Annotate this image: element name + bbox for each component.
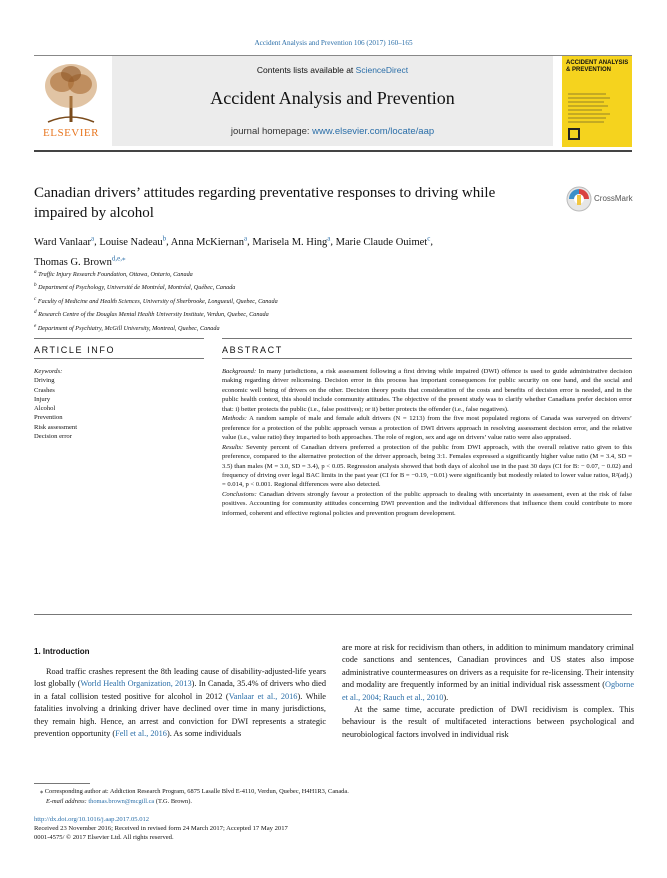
keywords-block — [34, 367, 204, 441]
crossmark-icon — [566, 186, 592, 212]
elsevier-logo — [34, 56, 108, 134]
citation-link[interactable]: Vanlaar et al., 2016 — [228, 691, 298, 701]
keyword: Decision error — [34, 433, 72, 441]
abstract-background: Background: In many jurisdictions, a risk assessment following a first driving while impaired (DWI) offence is used to guide administrative decision making regarding driver relicensing. Decision error in this process has important consequences for public security on one hand, and the social and economic well being of drivers on the other. Decision theory posits that consideration of the costs and benefits of decision error is needed, and in the public health context, this should include community attitudes. The objective of the present study was to clarify whether Canadians prefer decision error that: i) better protects the public (i.e., false positives); or ii) better protects the offender (i.e., false negatives). — [222, 368, 632, 413]
header-bottom-rule — [34, 150, 632, 152]
intro-heading: 1. Introduction — [34, 647, 90, 656]
article-info-heading: ARTICLE INFO — [34, 345, 116, 355]
contents-prefix: Contents lists available at — [256, 65, 356, 75]
keyword: Alcohol — [34, 405, 56, 413]
keyword: Injury — [34, 395, 51, 403]
citation-link[interactable]: Ogborne et al., 2004; Rauch et al., 2010 — [342, 680, 634, 702]
journal-homepage — [112, 126, 553, 137]
author[interactable]: Thomas G. Brown$^{d,e,⁎}$ — [34, 254, 126, 268]
journal-reference[interactable]: Accident Analysis and Prevention 106 (2017) 160–165 — [254, 39, 413, 47]
right-column — [342, 642, 634, 741]
abstract-bottom-rule — [34, 614, 632, 615]
author-list: Ward Vanlaar$^a$, Louise Nadeau$^b$, Anna McKiernan$^a$, Marisela M. Hing$^a$, Marie Claude Ouimet$^c$, Thomas G. Brown$^{d,e,⁎}$ — [34, 234, 433, 268]
author[interactable]: Anna McKiernan$^a$ — [170, 234, 248, 248]
affiliation: $^b$ Department of Psychology, Université de Montréal, Montréal, Québec, Canada — [34, 282, 236, 292]
left-column — [34, 666, 326, 740]
homepage-prefix: journal homepage: — [230, 126, 313, 137]
copyright-line: 0001-4575/ © 2017 Elsevier Ltd. All rights reserved. — [34, 834, 174, 842]
contents-line — [112, 65, 553, 75]
abstract-methods: Methods: A random sample of male and female adult drivers (N = 1213) from the five most populated regions of Canada was surveyed on drivers’ preference for a protection of the public approach versus a protection of DWI drivers approach in resolving assessment decision error, and the relative value (i.e., value ratio) they imparted to both approaches. The role of region, sex and age on drivers’ value ratio were also appraised. — [222, 415, 632, 442]
received-dates: Received 23 November 2016; Received in revised form 24 March 2017; Accepted 17 May 2017 — [34, 825, 288, 833]
author[interactable]: Louise Nadeau$^b$ — [99, 234, 167, 248]
journal-title: Accident Analysis and Prevention — [210, 88, 455, 108]
citation-link[interactable]: Fell et al., 2016 — [115, 729, 167, 739]
homepage-link[interactable]: www.elsevier.com/locate/aap — [312, 126, 435, 137]
journal-cover-title: ACCIDENT ANALYSIS & PREVENTION — [566, 60, 629, 73]
affiliations — [34, 267, 634, 334]
article-info-sub-rule — [34, 358, 204, 359]
abstract-heading: ABSTRACT — [222, 345, 283, 355]
author[interactable]: Ward Vanlaar$^a$ — [34, 234, 95, 248]
footnotes — [34, 787, 634, 806]
intro-paragraph: Road traffic crashes represent the 8th leading cause of disability-adjusted-life years lost globally (World Health Organization, 2013). In Canada, 35.4% of drivers who died in a fatal collision tested positive for alcohol in 2012 (Vanlaar et al., 2016). While fatalities involving a drinking driver have declined over time in many jurisdictions, they remain high. Hence, an arrest and conviction for DWI represents a strategic prevention opportunity (Fell et al., 2016). As some individuals — [34, 667, 326, 739]
crossmark-label: CrossMark — [594, 194, 633, 203]
abstract-body — [222, 367, 632, 518]
abstract-results: Results: Seventy percent of Canadian drivers preferred a protection of the public from DWI approach, with the overall relative ratio given to this preference, compared to the alternative protection of the driver approach, being 3:1. Females expressed a significantly higher value ratio (M = 3.4, SD = 3.5) than males (M = 3.0, SD = 3.4), p < 0.05. Regression analysis showed that both days of alcohol use in the past 30 days (CI for B: − 0.07, − 0.02) and frequency of driving over legal BAC limits in the past year (CI for B = −0.19, −0.01) were significantly but modestly related to lower value ratios, R²(adj.) = 0.014, p < 0.001. Regional differences were also detected. — [222, 443, 632, 489]
crossmark-badge[interactable] — [566, 186, 636, 214]
article-title: Canadian drivers’ attitudes regarding preventative responses to driving while impaired by alcohol — [34, 185, 496, 221]
journal-cover-contents — [566, 88, 628, 144]
corresponding-author-note: ⁎ Corresponding author at: Addiction Research Program, 6875 Lasalle Blvd E-4110, Verdun, Quebec, H4H1R3, Canada. — [40, 788, 349, 795]
email-line: E-mail address: thomas.brown@mcgill.ca (T.G. Brown). — [46, 797, 192, 805]
keyword: Prevention — [34, 414, 63, 422]
abstract-top-rule — [222, 338, 632, 339]
article-info-top-rule — [34, 338, 204, 339]
affiliation: $^a$ Traffic Injury Research Foundation, Ottawa, Ontario, Canada — [34, 269, 193, 279]
affiliation: $^d$ Research Centre of the Douglas Mental Health University Institute, Verdun, Quebec, Canada — [34, 309, 269, 319]
intro-paragraph: are more at risk for recidivism than others, in addition to minimum mandatory criminal code sanctions and sentences, Canadian provinces and US states also impose administrative countermeasures on drivers as a requisite for re-licensing. Their intensity and modality are frequently informed by an initial individual risk assessment (Ogborne et al., 2004; Rauch et al., 2010). — [342, 643, 634, 702]
doi-link[interactable]: http://dx.doi.org/10.1016/j.aap.2017.05.012 — [34, 816, 150, 823]
abstract-sub-rule — [222, 358, 632, 359]
footnote-rule — [34, 783, 90, 784]
keywords-label: Keywords: — [34, 368, 63, 375]
intro-paragraph: At the same time, accurate prediction of DWI recidivism is complex. This behaviour is the result of multifaceted interactions between psychological and neurobiological factors involved in individual risk — [342, 705, 634, 739]
author[interactable]: Marisela M. Hing$^a$ — [252, 234, 331, 248]
author[interactable]: Marie Claude Ouimet$^c$ — [335, 234, 431, 248]
affiliation: $^e$ Department of Psychiatry, McGill University, Montreal, Quebec, Canada — [34, 322, 220, 332]
citation-link[interactable]: World Health Organization, 2013 — [80, 679, 192, 689]
sciencedirect-link[interactable]: ScienceDirect — [355, 65, 409, 75]
keyword: Risk assessment — [34, 423, 78, 431]
publisher-name: ELSEVIER — [43, 127, 99, 139]
keyword: Driving — [34, 377, 55, 385]
keyword: Crashes — [34, 386, 55, 394]
affiliation: $^c$ Faculty of Medicine and Health Sciences, University of Sherbrooke, Longueuil, Quebec, Canada — [34, 295, 278, 305]
article-metadata — [34, 815, 634, 843]
email-link[interactable]: thomas.brown@mcgill.ca — [88, 797, 155, 805]
abstract-conclusions: Conclusions: Canadian drivers strongly favour a protection of the public approach to dealing with uncertainty in assessment, even at the risk of false positives. Accounting for community attitudes concerning DWI prevention and the individual differences that influence them could contribute to more informed, coherent and effective regional policies and prevention program development. — [222, 490, 632, 517]
